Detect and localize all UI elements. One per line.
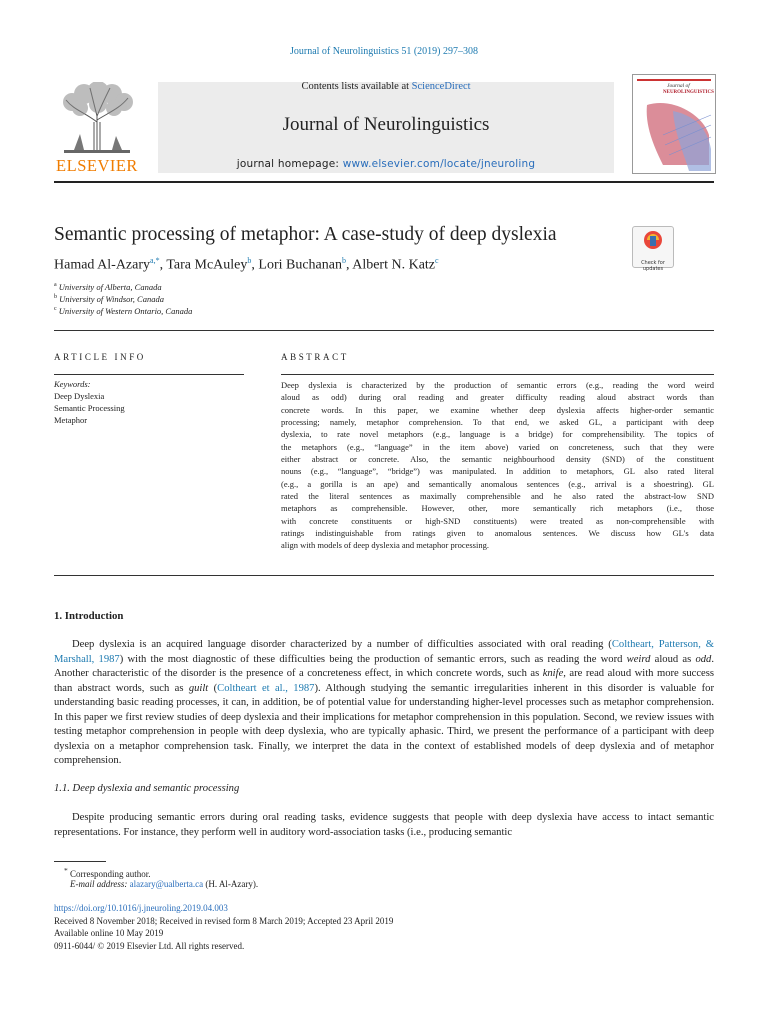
divider	[54, 330, 714, 331]
footnote-text: (H. Al-Azary).	[203, 879, 259, 889]
corresponding-footnote: * Corresponding author.	[64, 866, 151, 879]
section-heading: 1. Introduction	[54, 610, 124, 622]
email-label: E-mail address:	[70, 879, 130, 889]
subsection-heading: 1.1. Deep dyslexia and semantic processing	[54, 783, 240, 794]
citation-link[interactable]: Coltheart et al., 1987	[217, 682, 315, 694]
contents-prefix: Contents lists available at	[301, 81, 412, 92]
abstract-line: dyslexia, to rate novel metaphors (e.g., language is a bridge) for comprehensibility. The topics of	[281, 429, 714, 440]
author-name: Lori Buchanan	[258, 257, 342, 273]
contents-line	[158, 81, 614, 92]
abstract-line: nouns (e.g., “language”, “bridge”) was manipulated. In addition to metaphors, GL also rated literal	[281, 466, 714, 477]
journal-citation[interactable]: Journal of Neurolinguistics 51 (2019) 297–308	[289, 46, 479, 57]
abstract-text	[281, 379, 714, 552]
author-name: Hamad Al-Azary	[54, 257, 151, 273]
journal-homepage	[158, 158, 614, 170]
article-footer	[54, 902, 393, 952]
affiliation-text: University of Western Ontario, Canada	[58, 306, 193, 316]
abstract-line: concrete words. In this paper, we examine whether deep dyslexia affects higher-order semantic	[281, 404, 714, 415]
abstract-line: (e.g., a gorilla is an ape) and semantically anomalous sentences (e.g., arrival is a shoestring). GL	[281, 478, 714, 489]
text-run: ) with the most diagnostic of these difficulties being the production of semantic errors, such as reading the word	[119, 653, 627, 665]
abstract-line: Deep dyslexia is characterized by the production of semantic errors (e.g., reading the word weird	[281, 380, 714, 390]
article-title: Semantic processing of metaphor: A case-study of deep dyslexia	[54, 224, 557, 245]
author-affil-marker[interactable]: c	[435, 256, 439, 265]
author-list: Hamad Al-Azary$^{a,*}$, Tara McAuley$^b$, Lori Buchanan$^b$, Albert N. Katz$^c$	[54, 256, 439, 273]
email-link[interactable]: alazary@ualberta.ca	[129, 879, 204, 889]
affiliation-marker: b	[54, 294, 57, 301]
journal-cover[interactable]	[632, 74, 716, 174]
text-run: ). Although studying the semantic irregularities inherent in this disorder is valuable for understanding basic reading processes, it can, in addition, be of potential value for understanding higher-level processes such as metaphor comprehension. In this paper we first review studies of deep dyslexia and their implications for metaphor comprehension in this population. Second, we review issues with testing metaphor comprehension in people with deep dyslexia, who are typically aphasic. Third, we present the performance of a participant with deep dyslexia on a metaphor comprehension task. Finally, we interpret the data in the context of established models of deep dyslexia and of metaphor comprehension.	[54, 682, 714, 766]
article-info-heading: ARTICLE INFO	[54, 352, 146, 362]
citation-link[interactable]: Coltheart, Patterson, & Marshall, 1987	[54, 639, 714, 665]
affiliation-marker: a	[54, 282, 57, 289]
journal-name: Journal of Neurolinguistics	[282, 114, 490, 135]
italic-term: knife	[542, 668, 564, 679]
keyword: Deep Dyslexia	[54, 391, 105, 401]
text-run: , are read aloud with more success than abstract words, such as	[54, 668, 714, 694]
abstract-line: rated the literal sentences as maximally comprehensible and he also rated the abstract-low SND	[281, 491, 714, 502]
affiliation	[54, 294, 164, 304]
abstract-line: ratings indistinguishable from ratings given to anomalous sentences. We discuss how GL's data	[281, 528, 714, 539]
italic-term: guilt	[188, 682, 209, 694]
homepage-link[interactable]: www.elsevier.com/locate/jneuroling	[342, 158, 536, 170]
text-run: aloud as	[650, 653, 696, 665]
italic-term: weird	[626, 653, 651, 665]
affiliation	[54, 306, 192, 316]
author-affil-marker[interactable]: a,*	[150, 256, 160, 265]
abstract-line: either abstract or concrete. Also, the semantic neighbourhood density (SND) of the constituent	[281, 454, 714, 465]
abstract-heading: ABSTRACT	[281, 352, 349, 362]
divider	[281, 374, 714, 375]
homepage-prefix: journal homepage:	[236, 158, 343, 170]
abstract-line: the metaphors (e.g., “language” in the item above) varied on concreteness, such that they were	[281, 441, 714, 452]
abstract-line: aloud as odd) during oral reading and greater difficulty reading aloud abstract words than	[281, 392, 714, 403]
crossmark-label: Check for updates	[641, 260, 665, 272]
footnote-text: Corresponding author.	[70, 869, 151, 879]
keywords-block	[54, 378, 125, 426]
keyword: Metaphor	[54, 415, 88, 425]
crossmark-icon	[633, 227, 673, 255]
affiliation	[54, 282, 162, 292]
cover-title-line1: Journal of	[667, 83, 690, 89]
keyword: Semantic Processing	[54, 403, 125, 413]
author-affil-marker[interactable]: b	[247, 256, 252, 265]
intro-paragraph	[54, 638, 714, 769]
text-run: Despite producing semantic errors during oral reading tasks, evidence suggests that people with deep dyslexia have access to intact semantic representations. For instance, they perform well in auditory word-association tasks (i.e., producing semantic	[54, 812, 714, 838]
text-run: . Another characteristic of the disorder is the presence of a concreteness effect, in which concrete words, such as	[54, 653, 714, 679]
intro-paragraph	[54, 811, 714, 840]
header-rule	[54, 181, 714, 183]
keywords-label: Keywords:	[54, 379, 91, 389]
italic-term: odd	[695, 653, 712, 665]
abstract-line: metaphors as comprehensible. However, other, more semantically rich metaphors (i.e., those	[281, 503, 714, 514]
text-run: (	[208, 682, 218, 694]
check-for-updates-button[interactable]	[632, 226, 674, 272]
divider	[54, 575, 714, 576]
affiliation-marker: c	[54, 306, 57, 313]
abstract-line: with concrete constituents or high-SND constituents) were treated as non-comprehensible with	[281, 515, 714, 526]
received-dates: Received 8 November 2018; Received in revised form 8 March 2019; Accepted 23 April 2019	[54, 915, 394, 926]
sciencedirect-link[interactable]: ScienceDirect	[411, 81, 471, 92]
affiliation-text: University of Windsor, Canada	[59, 294, 164, 304]
online-date: Available online 10 May 2019	[54, 928, 164, 938]
email-footnote	[70, 879, 258, 889]
footnote-rule	[54, 861, 106, 862]
affiliation-text: University of Alberta, Canada	[58, 282, 162, 292]
author-name: Tara McAuley	[166, 257, 248, 273]
divider	[54, 374, 244, 375]
abstract-line: align with models of deep dyslexia and metaphor processing.	[281, 540, 489, 551]
author-name: Albert N. Katz	[352, 257, 436, 273]
elsevier-wordmark: ELSEVIER	[56, 156, 138, 175]
copyright: 0911-6044/ © 2019 Elsevier Ltd. All rights reserved.	[54, 940, 245, 951]
text-run: Deep dyslexia is an acquired language disorder characterized by a number of difficulties associated with oral reading (	[72, 639, 612, 650]
author-affil-marker[interactable]: b	[341, 256, 346, 265]
abstract-line: processing; namely, metaphor comprehension. To that end, we asked GL, a participant with deep	[281, 417, 714, 428]
cover-title-line2: NEUROLINGUISTICS	[663, 90, 714, 95]
doi-link[interactable]: https://doi.org/10.1016/j.jneuroling.2019.04.003	[54, 903, 228, 913]
